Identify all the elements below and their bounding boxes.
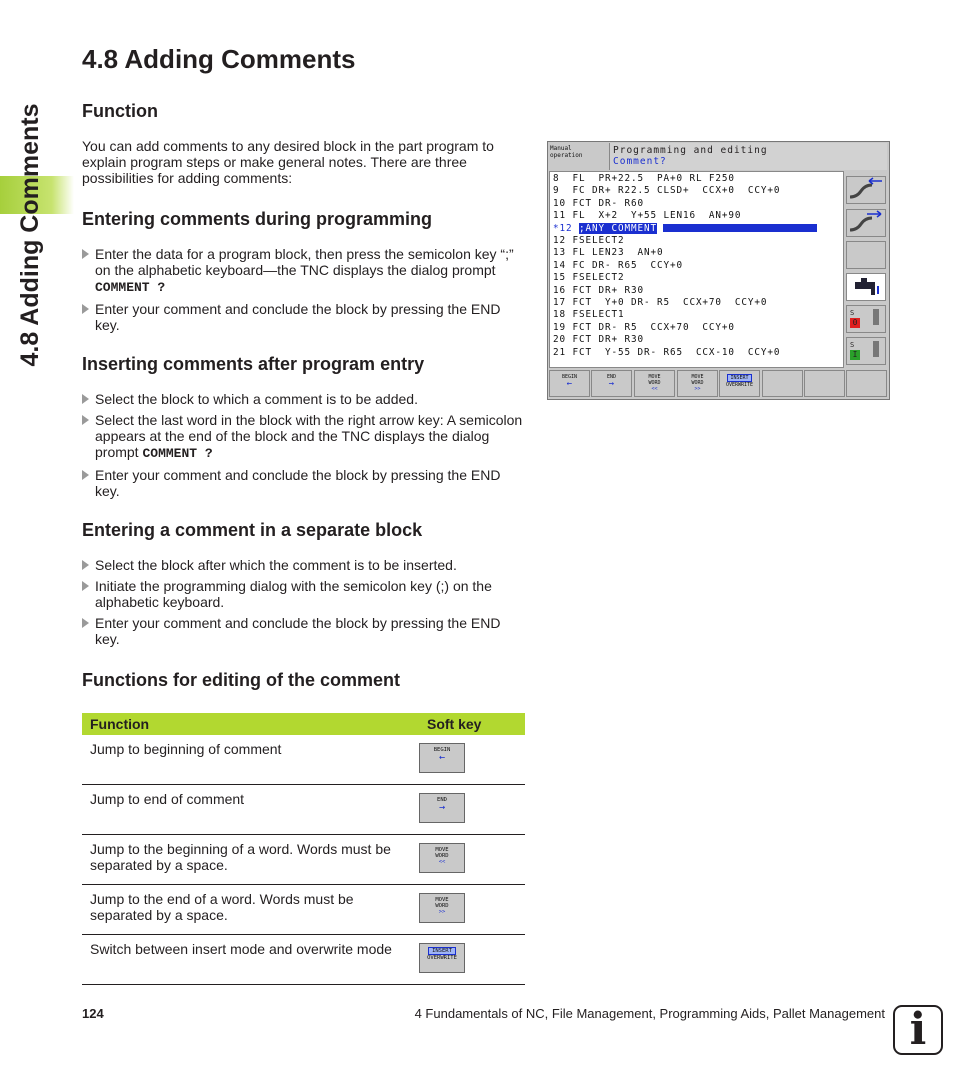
list-item: Enter your comment and conclude the block by pressing the END key. [82,467,525,499]
during-list [82,246,525,338]
bullet-triangle-icon [82,249,89,259]
section-separate-title: Entering a comment in a separate block [82,520,423,540]
softkey-move-word-right: MOVE WORD >> [419,893,465,923]
editing-functions-table [82,713,525,985]
col-function-header: Function [82,713,419,735]
table-row: Jump to end of comment END → [82,785,525,835]
page-number: 124 [82,1006,104,1021]
softkey-move-word-right[interactable]: MOVE WORD >> [677,370,718,397]
page-title: 4.8 Adding Comments [82,44,356,74]
spindle-icon [873,341,879,357]
bullet-triangle-icon [82,560,89,570]
list-item: Initiate the programming dialog with the semicolon key (;) on the alphabetic keyboard. [82,578,525,610]
spindle-icon [873,309,879,325]
softkey-empty-2[interactable] [804,370,845,397]
screen-mode: Manual operation [550,145,583,159]
list-item: Enter your comment and conclude the block by pressing the END key. [82,301,525,333]
cursor-bar [663,224,817,232]
separate-list [82,557,525,652]
selected-block: *12 ;ANY COMMENT [553,223,840,235]
section-during-title: Entering comments during programming [82,209,433,229]
bullet-triangle-icon [82,394,89,404]
section-after-title: Inserting comments after program entry [82,354,425,374]
screen-side-keys [846,171,888,368]
bullet-triangle-icon [82,470,89,480]
contour-left-icon[interactable] [846,176,886,204]
table-row: Switch between insert mode and overwrite mode INSERT OVERWRITE [82,935,525,985]
spindle-stop-key[interactable]: S 0 [846,305,886,333]
list-item: Select the block after which the comment is to be inserted. [82,557,525,573]
bullet-triangle-icon [82,415,89,425]
bullet-triangle-icon [82,618,89,628]
function-text: You can add comments to any desired block in the part program to explain program steps or make general notes. There are three possibilities for adding comments: [82,138,494,186]
after-list [82,391,525,504]
table-row: Jump to beginning of comment BEGIN ← [82,735,525,785]
softkey-move-word-left: MOVE WORD << [419,843,465,873]
list-item: Select the block to which a comment is to be added. [82,391,525,407]
section-editing-title: Functions for editing of the comment [82,670,400,690]
screen-title: Programming and editing Comment? [609,143,887,170]
softkey-begin[interactable]: BEGIN ← [549,370,590,397]
sidebar-title: 4.8 Adding Comments [16,103,44,367]
chapter-footer: 4 Fundamentals of NC, File Management, Programming Aids, Pallet Management [414,1006,885,1021]
table-row: Jump to the beginning of a word. Words must be separated by a space. MOVE WORD << [82,835,525,885]
bullet-triangle-icon [82,304,89,314]
softkey-insert-overwrite[interactable]: INSERT OVERWRITE [719,370,760,397]
program-listing: 8 FL PR+22.5 PA+0 RL F250 9 FC DR+ R22.5 CLSD+ CCX+0 CCY+0 10 FCT DR- R60 11 FL X+2 Y+55 LEN16 AN+90 *12 ;ANY COMMENT 12 FSELECT2 13 FL LEN23 AN+0 14 FC DR- R65 CCY+0 15 FSELECT2 16 FCT DR+ R30 17 FCT Y+0 DR- R5 CCX+70 CCY+0 18 FSELECT1 19 FCT DR- R5 CCX+70 CCY+0 20 FCT DR+ R30 21 FCT Y-55 DR- R65 CCX-10 CCY+0 [549,171,844,368]
list-item: Enter your comment and conclude the block by pressing the END key. [82,615,525,647]
spindle-start-key[interactable]: S I [846,337,886,365]
softkey-empty-1[interactable] [762,370,803,397]
col-softkey-header: Soft key [419,713,525,735]
section-function-title: Function [82,101,158,121]
info-icon: i [893,1005,943,1055]
screen-softkey-row [549,370,888,397]
softkey-empty-3[interactable] [846,370,887,397]
softkey-move-word-left[interactable]: MOVE WORD << [634,370,675,397]
coolant-icon[interactable] [846,273,886,301]
list-item: Enter the data for a program block, then press the semicolon key “;” on the alphabetic keyboard—the TNC displays the dialog prompt COMMENT ? [82,246,525,296]
softkey-end: END → [419,793,465,823]
softkey-insert-overwrite: INSERT OVERWRITE [419,943,465,973]
table-row: Jump to the end of a word. Words must be separated by a space. MOVE WORD >> [82,885,525,935]
blank-side-key[interactable] [846,241,886,269]
list-item: Select the last word in the block with the right arrow key: A semicolon appears at the end of the block and the TNC displays the dialog prompt COMMENT ? [82,412,525,462]
softkey-begin: BEGIN ← [419,743,465,773]
tnc-screen [547,141,890,400]
bullet-triangle-icon [82,581,89,591]
softkey-end[interactable]: END → [591,370,632,397]
contour-right-icon[interactable] [846,209,886,237]
